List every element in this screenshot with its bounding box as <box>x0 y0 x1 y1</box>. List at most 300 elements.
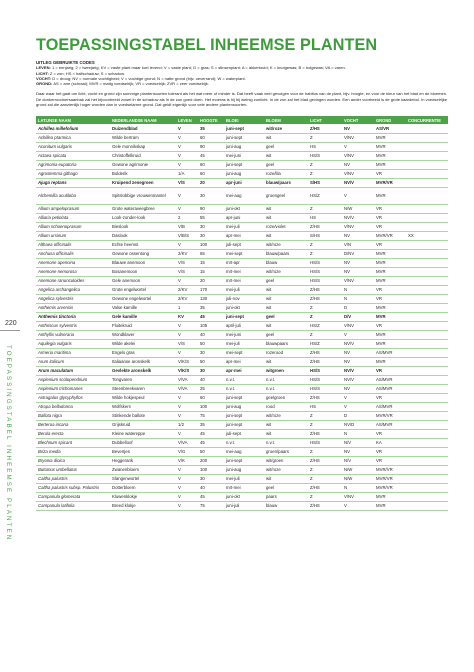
cell-life: V/G <box>176 447 198 456</box>
cell-soil: VR <box>374 456 406 465</box>
cell-dutch-name: Zwanenbloem <box>110 465 176 474</box>
cell-competition <box>406 312 448 321</box>
cell-bloom: mei-juni <box>224 330 264 339</box>
cell-competition <box>406 178 448 187</box>
table-row <box>36 492 448 501</box>
cell-competition <box>406 357 448 366</box>
table-row <box>36 151 448 160</box>
cell-dutch-name: Grote engelwortel <box>110 285 176 294</box>
cell-bloom: april-juli <box>224 321 264 330</box>
cell-dutch-name: Look-zonder-look <box>110 213 176 222</box>
cell-light: HS/Z <box>308 321 342 330</box>
cell-flower: geel <box>264 142 308 151</box>
cell-latin-name: Butomus umbellatus <box>36 465 110 474</box>
cell-latin-name: Aquilegia vulgaris <box>36 339 110 348</box>
table-row <box>36 285 448 294</box>
cell-moisture: V/NV <box>342 169 374 178</box>
cell-latin-name: Armeria maritima <box>36 348 110 357</box>
cell-height: 170 <box>198 285 224 294</box>
cell-flower: geel <box>264 330 308 339</box>
cell-bloom: apr-mei <box>224 231 264 240</box>
cell-life: V <box>176 187 198 204</box>
cell-latin-name: Anthyllis vulneraria <box>36 330 110 339</box>
cell-light: Z <box>308 492 342 501</box>
cell-moisture: NV <box>342 447 374 456</box>
cell-dutch-name: Duizendblad <box>110 124 176 133</box>
cell-light: HS/S <box>308 438 342 447</box>
cell-dutch-name: Steenbreekvaren <box>110 384 176 393</box>
cell-dutch-name: Gewone ossentong <box>110 249 176 258</box>
cell-latin-name: Allium ampeloprasum <box>36 204 110 213</box>
cell-moisture: V/NV <box>342 151 374 160</box>
cell-competition <box>406 321 448 330</box>
codes-line-label: LICHT: <box>36 70 49 76</box>
cell-latin-name: Campanula latifolia <box>36 501 110 510</box>
cell-competition <box>406 474 448 483</box>
cell-moisture: V/NV <box>342 133 374 142</box>
cell-life: V <box>176 151 198 160</box>
cell-soil: AS/MVR <box>374 402 406 411</box>
cell-competition <box>406 258 448 267</box>
cell-bloom: apr-juni <box>224 178 264 187</box>
cell-light: Z/HS <box>308 285 342 294</box>
cell-bloom: mrt-mei <box>224 267 264 276</box>
cell-dutch-name: Kleine watereppe <box>110 429 176 438</box>
cell-soil: VR <box>374 213 406 222</box>
cell-height: 60 <box>198 169 224 178</box>
cell-flower: wit <box>264 429 308 438</box>
cell-flower: groen/paars <box>264 447 308 456</box>
cell-life: V <box>176 474 198 483</box>
table-row <box>36 348 448 357</box>
column-header-competition: CONCURRENTIE <box>406 116 448 124</box>
cell-height: 40 <box>198 483 224 492</box>
cell-competition <box>406 483 448 492</box>
cell-competition <box>406 285 448 294</box>
cell-latin-name: Actaea spicata <box>36 151 110 160</box>
cell-moisture: NV/V <box>342 366 374 375</box>
table-row <box>36 142 448 151</box>
cell-competition <box>406 411 448 420</box>
cell-moisture: V/NV <box>342 492 374 501</box>
cell-moisture: V/NV <box>342 222 374 231</box>
cell-moisture: V/N <box>342 240 374 249</box>
cell-light: Z/HS <box>308 393 342 402</box>
cell-life: KV <box>176 312 198 321</box>
cell-latin-name: Asplenium trichomanes <box>36 384 110 393</box>
cell-competition <box>406 465 448 474</box>
cell-bloom: juni-sept <box>224 411 264 420</box>
cell-latin-name: Anthriscus sylvestris <box>36 321 110 330</box>
cell-dutch-name: Bolderik <box>110 169 176 178</box>
cell-life: V/VA <box>176 384 198 393</box>
cell-competition <box>406 133 448 142</box>
cell-competition <box>406 222 448 231</box>
cell-height: 30 <box>198 231 224 240</box>
cell-flower: geel <box>264 483 308 492</box>
cell-height: 90 <box>198 142 224 151</box>
table-row <box>36 249 448 258</box>
cell-latin-name: Aconitum vulgaris <box>36 142 110 151</box>
cell-latin-name: Berula erecta <box>36 429 110 438</box>
cell-flower: rozerood <box>264 348 308 357</box>
cell-moisture: NV/V <box>342 339 374 348</box>
cell-light: Z/HS <box>308 483 342 492</box>
cell-latin-name: Campanula glomerata <box>36 492 110 501</box>
cell-life: V/S <box>176 339 198 348</box>
cell-soil: MVR <box>374 501 406 510</box>
cell-flower: wit <box>264 294 308 303</box>
table-row <box>36 240 448 249</box>
column-header-life: LEVEN <box>176 116 198 124</box>
cell-competition <box>406 142 448 151</box>
cell-height: 100 <box>198 465 224 474</box>
table-row <box>36 483 448 492</box>
cell-flower: geelgroen <box>264 393 308 402</box>
cell-moisture: V <box>342 402 374 411</box>
column-header-bloom: BLOEI <box>224 116 264 124</box>
cell-dutch-name: Bieslook <box>110 222 176 231</box>
cell-dutch-name: Kruipend zenegroen <box>110 178 176 187</box>
cell-flower: wit/roze <box>264 240 308 249</box>
cell-soil: AS/VR <box>374 124 406 133</box>
cell-moisture: N/W <box>342 474 374 483</box>
cell-light: HS/S <box>308 366 342 375</box>
cell-dutch-name: Wolfskers <box>110 402 176 411</box>
cell-soil: MVR <box>374 357 406 366</box>
cell-height: 25 <box>198 384 224 393</box>
cell-competition <box>406 384 448 393</box>
cell-latin-name: Anemone apennina <box>36 258 110 267</box>
cell-dutch-name: Wilde akelei <box>110 339 176 348</box>
cell-height: 30 <box>198 366 224 375</box>
cell-competition <box>406 330 448 339</box>
cell-life: V/K <box>176 456 198 465</box>
cell-bloom: juni-okt <box>224 204 264 213</box>
cell-light: Z/HS <box>308 348 342 357</box>
codes-legend <box>36 60 448 86</box>
cell-height: 15 <box>198 267 224 276</box>
cell-bloom: apr-mei <box>224 366 264 375</box>
codes-line-text: AS = arm (schraal); MVR = matig voedselrijk; VR = voedselrijk; ZVR = zeer voedselrijk. <box>52 81 209 87</box>
cell-life: 1/2 <box>176 420 198 429</box>
cell-bloom: mei-juli <box>224 222 264 231</box>
cell-height: 105 <box>198 321 224 330</box>
table-row <box>36 222 448 231</box>
column-header-light: LICHT <box>308 116 342 124</box>
cell-latin-name: Anemone nemorosa <box>36 267 110 276</box>
table-row <box>36 393 448 402</box>
cell-moisture: V <box>342 501 374 510</box>
cell-life: V/K/S <box>176 357 198 366</box>
cell-height: 40 <box>198 330 224 339</box>
cell-dutch-name: Grijskruid <box>110 420 176 429</box>
side-section-label: TOEPASSINGSTABEL INHEEMSE PLANTEN <box>5 345 12 542</box>
cell-moisture: NV <box>342 258 374 267</box>
cell-competition <box>406 276 448 285</box>
cell-life: V/B <box>176 222 198 231</box>
cell-moisture: N <box>342 285 374 294</box>
cell-competition <box>406 267 448 276</box>
cell-height: 60 <box>198 393 224 402</box>
cell-height: 45 <box>198 438 224 447</box>
cell-moisture: NV/V <box>342 213 374 222</box>
cell-bloom: juni-okt <box>224 303 264 312</box>
cell-light: Z <box>308 465 342 474</box>
cell-height: 35 <box>198 420 224 429</box>
cell-flower: wit <box>264 285 308 294</box>
cell-bloom: mei-juli <box>224 339 264 348</box>
cell-competition <box>406 420 448 429</box>
cell-competition <box>406 339 448 348</box>
cell-bloom: mrt-mei <box>224 276 264 285</box>
cell-competition <box>406 456 448 465</box>
column-header-latin-name: LATIJNSE NAAM <box>36 116 110 124</box>
cell-light: Z <box>308 474 342 483</box>
cell-height: 65 <box>198 249 224 258</box>
cell-light: Z/HS <box>308 294 342 303</box>
cell-bloom: juni-aug <box>224 142 264 151</box>
cell-dutch-name: Slangenwortel <box>110 474 176 483</box>
cell-height: 30 <box>198 474 224 483</box>
cell-moisture: V <box>342 330 374 339</box>
cell-latin-name: Caltha palustris <box>36 474 110 483</box>
cell-light: Z <box>308 303 342 312</box>
cell-bloom: juni-sept <box>224 456 264 465</box>
intro-paragraph: Daar waar het gaat om licht, vocht en grond zijn sommige plantensoorten tolerant als het wat meer of minder is. Dat heeft vaak veel gevolgen voor de habitus van de plant, bijv. hoogte, en voor de kleur van het blad en de bloemen. De donkerroodnersaanbak zal het bijvoorbeeld zowel in de schaduw als in de zon goed doen. Het moeras is hij bij weinig zonlicht. In de zon zal het blad gevingen worden. Een ander voorbeeld is de grote kaardebol. In voedselrijke grond zal die aanzienlijk hoger worden dan in voedselarme grond. Dat geldt eigenlijk voor vele andere plantensoorten. <box>36 91 448 108</box>
table-row <box>36 258 448 267</box>
cell-flower: wit <box>264 321 308 330</box>
cell-dutch-name: Gele kamille <box>110 312 176 321</box>
codes-heading: UITLEG GEBRUIKTE CODES <box>36 60 95 65</box>
table-row <box>36 447 448 456</box>
cell-soil: VR <box>374 393 406 402</box>
cell-flower: wit <box>264 133 308 142</box>
cell-moisture: N <box>342 294 374 303</box>
column-header-moisture: VOCHT <box>342 116 374 124</box>
cell-light: HS/S <box>308 267 342 276</box>
cell-competition <box>406 249 448 258</box>
cell-life: V <box>176 393 198 402</box>
cell-bloom: n.v.t. <box>224 384 264 393</box>
cell-flower: witgroen <box>264 366 308 375</box>
table-row <box>36 366 448 375</box>
cell-light: Z <box>308 249 342 258</box>
cell-light: Z <box>308 411 342 420</box>
cell-light: Z <box>308 312 342 321</box>
cell-soil: MVR <box>374 249 406 258</box>
table-row <box>36 321 448 330</box>
cell-moisture: V <box>342 142 374 151</box>
cell-bloom: mei-juli <box>224 285 264 294</box>
cell-height: 45 <box>198 312 224 321</box>
cell-life: 2 <box>176 213 198 222</box>
table-row <box>36 204 448 213</box>
cell-competition <box>406 187 448 204</box>
cell-life: V/VA <box>176 438 198 447</box>
cell-light: Z/HS <box>308 456 342 465</box>
cell-height: 35 <box>198 303 224 312</box>
table-row <box>36 375 448 384</box>
cell-height: 35 <box>198 124 224 133</box>
cell-life: V <box>176 124 198 133</box>
cell-competition <box>406 438 448 447</box>
cell-dutch-name: Blauwe anemoon <box>110 258 176 267</box>
cell-flower: wit <box>264 357 308 366</box>
cell-bloom: mei-sept <box>224 249 264 258</box>
cell-height: 20 <box>198 276 224 285</box>
cell-height: 50 <box>198 339 224 348</box>
codes-line-label: GROND: <box>36 81 53 87</box>
cell-flower: geel <box>264 312 308 321</box>
cell-life: V <box>176 429 198 438</box>
cell-bloom: apr-juni <box>224 213 264 222</box>
cell-competition <box>406 124 448 133</box>
table-row <box>36 303 448 312</box>
cell-height: 90 <box>198 204 224 213</box>
cell-life: V <box>176 501 198 510</box>
cell-flower: blauw <box>264 258 308 267</box>
cell-latin-name: Bryonia dioica <box>36 456 110 465</box>
cell-dutch-name: Engels gras <box>110 348 176 357</box>
cell-latin-name: Anemone ranunculoides <box>36 276 110 285</box>
cell-competition: XX <box>406 231 448 240</box>
cell-competition <box>406 169 448 178</box>
cell-latin-name: Angelica archangelica <box>36 285 110 294</box>
cell-competition <box>406 366 448 375</box>
cell-flower: wit <box>264 204 308 213</box>
cell-flower: blauwpaars <box>264 339 308 348</box>
cell-moisture: NV <box>342 384 374 393</box>
cell-soil: MVR <box>374 142 406 151</box>
cell-dutch-name: Stinkende ballote <box>110 411 176 420</box>
cell-competition <box>406 402 448 411</box>
cell-bloom: juni-sept <box>224 160 264 169</box>
cell-moisture: N <box>342 483 374 492</box>
cell-dutch-name: Dotterbloem <box>110 483 176 492</box>
codes-lines <box>36 65 448 86</box>
table-row <box>36 231 448 240</box>
cell-height: 50 <box>198 357 224 366</box>
table-row <box>36 456 448 465</box>
cell-bloom: juli-sept <box>224 429 264 438</box>
cell-competition <box>406 348 448 357</box>
column-header-soil: GROND <box>374 116 406 124</box>
table-header-row <box>36 116 448 124</box>
cell-height: 75 <box>198 501 224 510</box>
cell-competition <box>406 393 448 402</box>
cell-soil: MVR <box>374 339 406 348</box>
cell-light: Z <box>308 330 342 339</box>
table-row <box>36 438 448 447</box>
cell-light: Z <box>308 447 342 456</box>
cell-competition <box>406 204 448 213</box>
cell-life: V <box>176 330 198 339</box>
table-body <box>36 124 448 510</box>
codes-line-text: 1 = eenjarig; 2 = tweejarig; KV = vaste plant maar kort levend; V = vaste plant; G = gras; S = stinsenplant; A = akkerkruid; K = knolgewas; B = bolgewas; VA = varen. <box>50 65 346 71</box>
cell-moisture: D/NV <box>342 249 374 258</box>
cell-flower: geel <box>264 160 308 169</box>
table-row <box>36 357 448 366</box>
table-row <box>36 124 448 133</box>
cell-dutch-name: Breed klokje <box>110 501 176 510</box>
cell-moisture: N/V <box>342 438 374 447</box>
cell-flower: wit <box>264 420 308 429</box>
cell-flower: blauw <box>264 501 308 510</box>
cell-latin-name: Anchusa officinalis <box>36 249 110 258</box>
cell-competition <box>406 501 448 510</box>
cell-height: 100 <box>198 240 224 249</box>
cell-life: V <box>176 133 198 142</box>
cell-light: Z/HS <box>308 429 342 438</box>
cell-flower: paars <box>264 492 308 501</box>
cell-soil: MVR <box>374 312 406 321</box>
cell-bloom: apr-mei <box>224 357 264 366</box>
cell-light: HS/Z <box>308 339 342 348</box>
cell-latin-name: Anthemis tinctoria <box>36 312 110 321</box>
cell-bloom: mei-juli <box>224 474 264 483</box>
cell-dutch-name: Fluitekruid <box>110 321 176 330</box>
table-row <box>36 169 448 178</box>
cell-latin-name: Achillea millefolium <box>36 124 110 133</box>
cell-competition <box>406 429 448 438</box>
cell-soil: VR <box>374 285 406 294</box>
cell-competition <box>406 151 448 160</box>
table-row <box>36 465 448 474</box>
cell-soil: MVR/VR <box>374 231 406 240</box>
cell-soil: MVR <box>374 276 406 285</box>
cell-latin-name: Angelica sylvestris <box>36 294 110 303</box>
cell-latin-name: Arum maculatum <box>36 366 110 375</box>
cell-flower: wit/roze <box>264 411 308 420</box>
cell-life: V <box>176 348 198 357</box>
cell-bloom: juni-sept <box>224 393 264 402</box>
cell-latin-name: Alchemilla acutiloba <box>36 187 110 204</box>
cell-soil: VR <box>374 169 406 178</box>
cell-moisture: NV <box>342 124 374 133</box>
cell-moisture: NV <box>342 160 374 169</box>
cell-moisture: N/W <box>342 204 374 213</box>
cell-moisture: V/NV <box>342 321 374 330</box>
cell-soil: VR <box>374 429 406 438</box>
cell-light: HS <box>308 142 342 151</box>
page-title: TOEPASSINGSTABEL INHEEMSE PLANTEN <box>36 36 378 54</box>
cell-life: V <box>176 492 198 501</box>
cell-bloom: juli-nov <box>224 294 264 303</box>
cell-height: 130 <box>198 294 224 303</box>
cell-soil: MVR <box>374 330 406 339</box>
cell-light: S/HS <box>308 178 342 187</box>
cell-competition <box>406 447 448 456</box>
cell-moisture: D <box>342 411 374 420</box>
cell-dutch-name: Valse kamille <box>110 303 176 312</box>
cell-latin-name: Achillea ptarmica <box>36 133 110 142</box>
cell-dutch-name: Gewone agrimonie <box>110 160 176 169</box>
cell-soil: VR <box>374 240 406 249</box>
cell-bloom: n.v.t. <box>224 438 264 447</box>
cell-latin-name: Agrimonia eupatoria <box>36 160 110 169</box>
cell-flower: wit <box>264 303 308 312</box>
cell-flower: wit/roze <box>264 124 308 133</box>
cell-soil: MVR/VR <box>374 474 406 483</box>
cell-moisture: NV/D <box>342 420 374 429</box>
cell-height: 30 <box>198 187 224 204</box>
cell-bloom: n.v.t. <box>224 375 264 384</box>
cell-height: 40 <box>198 375 224 384</box>
cell-dutch-name: Dubbelloof <box>110 438 176 447</box>
cell-life: V <box>176 276 198 285</box>
cell-flower: wit <box>264 474 308 483</box>
